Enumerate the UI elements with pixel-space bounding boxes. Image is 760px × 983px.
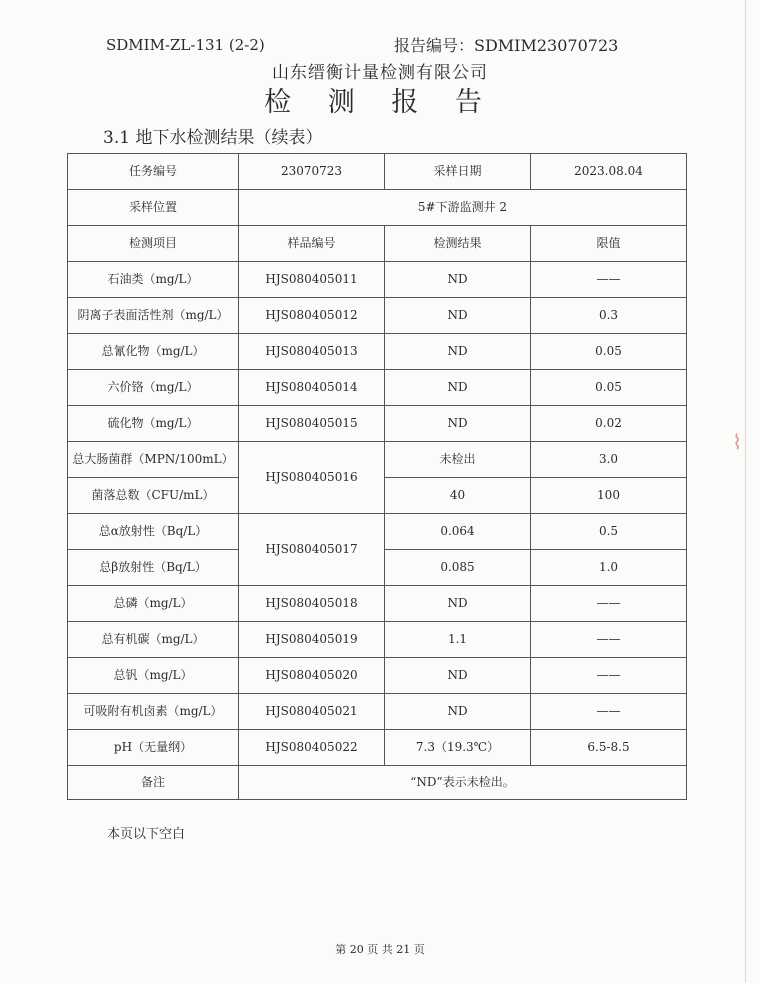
result-cell: ND bbox=[385, 370, 531, 406]
item-cell: 硫化物（mg/L） bbox=[68, 406, 239, 442]
item-cell: 总磷（mg/L） bbox=[68, 586, 239, 622]
task-value: 23070723 bbox=[239, 154, 385, 190]
limit-cell: —— bbox=[531, 694, 687, 730]
table-row bbox=[68, 262, 687, 298]
result-cell: ND bbox=[385, 298, 531, 334]
column-header-sample: 样品编号 bbox=[239, 226, 385, 262]
limit-cell: 6.5-8.5 bbox=[531, 730, 687, 766]
result-cell: 1.1 bbox=[385, 622, 531, 658]
sample-cell: HJS080405016 bbox=[239, 442, 385, 514]
company-name: 山东缙衡计量检测有限公司 bbox=[272, 63, 488, 83]
remark-value: “ND”表示未检出。 bbox=[239, 766, 687, 800]
task-label: 任务编号 bbox=[68, 154, 239, 190]
limit-cell: 0.02 bbox=[531, 406, 687, 442]
location-label: 采样位置 bbox=[68, 190, 239, 226]
page-edge-line bbox=[745, 0, 746, 983]
date-value: 2023.08.04 bbox=[531, 154, 687, 190]
sample-cell: HJS080405017 bbox=[239, 514, 385, 586]
table-row bbox=[68, 658, 687, 694]
sample-cell: HJS080405019 bbox=[239, 622, 385, 658]
limit-cell: —— bbox=[531, 262, 687, 298]
item-cell: 总α放射性（Bq/L） bbox=[68, 514, 239, 550]
result-cell: ND bbox=[385, 658, 531, 694]
result-cell: 0.085 bbox=[385, 550, 531, 586]
table-row bbox=[68, 154, 687, 190]
results-table bbox=[67, 153, 687, 800]
table-row bbox=[68, 586, 687, 622]
table-row bbox=[68, 694, 687, 730]
item-cell: 总大肠菌群（MPN/100mL） bbox=[68, 442, 239, 478]
table-row bbox=[68, 514, 687, 550]
result-cell: ND bbox=[385, 262, 531, 298]
table-row bbox=[68, 298, 687, 334]
item-cell: 总氰化物（mg/L） bbox=[68, 334, 239, 370]
limit-cell: —— bbox=[531, 586, 687, 622]
item-cell: 菌落总数（CFU/mL） bbox=[68, 478, 239, 514]
limit-cell: —— bbox=[531, 622, 687, 658]
sample-cell: HJS080405013 bbox=[239, 334, 385, 370]
table-row bbox=[68, 334, 687, 370]
item-cell: 总钒（mg/L） bbox=[68, 658, 239, 694]
page-number: 第 20 页 共 21 页 bbox=[335, 943, 425, 956]
limit-cell: 100 bbox=[531, 478, 687, 514]
document-title: 检 测 报 告 bbox=[264, 87, 496, 118]
sample-cell: HJS080405012 bbox=[239, 298, 385, 334]
result-cell: ND bbox=[385, 334, 531, 370]
blank-page-note: 本页以下空白 bbox=[107, 827, 186, 842]
result-cell: ND bbox=[385, 586, 531, 622]
section-title: 3.1 地下水检测结果（续表） bbox=[103, 128, 323, 148]
limit-cell: 3.0 bbox=[531, 442, 687, 478]
table-header-row bbox=[68, 226, 687, 262]
result-cell: 40 bbox=[385, 478, 531, 514]
sample-cell: HJS080405021 bbox=[239, 694, 385, 730]
sample-cell: HJS080405015 bbox=[239, 406, 385, 442]
item-cell: 六价铬（mg/L） bbox=[68, 370, 239, 406]
limit-cell: —— bbox=[531, 658, 687, 694]
column-header-limit: 限值 bbox=[531, 226, 687, 262]
limit-cell: 1.0 bbox=[531, 550, 687, 586]
limit-cell: 0.3 bbox=[531, 298, 687, 334]
table-row bbox=[68, 406, 687, 442]
item-cell: pH（无量纲） bbox=[68, 730, 239, 766]
table-row bbox=[68, 442, 687, 478]
item-cell: 总有机碳（mg/L） bbox=[68, 622, 239, 658]
table-row bbox=[68, 622, 687, 658]
limit-cell: 0.05 bbox=[531, 334, 687, 370]
location-value: 5#下游监测井 2 bbox=[239, 190, 687, 226]
item-cell: 可吸附有机卤素（mg/L） bbox=[68, 694, 239, 730]
table-row bbox=[68, 370, 687, 406]
column-header-item: 检测项目 bbox=[68, 226, 239, 262]
seal-fragment-icon: ⌇ bbox=[732, 430, 742, 454]
limit-cell: 0.05 bbox=[531, 370, 687, 406]
result-cell: 未检出 bbox=[385, 442, 531, 478]
sample-cell: HJS080405011 bbox=[239, 262, 385, 298]
result-cell: ND bbox=[385, 694, 531, 730]
item-cell: 石油类（mg/L） bbox=[68, 262, 239, 298]
report-number: 报告编号：SDMIM23070723 bbox=[394, 36, 619, 55]
limit-cell: 0.5 bbox=[531, 514, 687, 550]
sample-cell: HJS080405020 bbox=[239, 658, 385, 694]
result-cell: ND bbox=[385, 406, 531, 442]
remark-row bbox=[68, 766, 687, 800]
item-cell: 阴离子表面活性剂（mg/L） bbox=[68, 298, 239, 334]
table-row bbox=[68, 730, 687, 766]
table-row bbox=[68, 190, 687, 226]
item-cell: 总β放射性（Bq/L） bbox=[68, 550, 239, 586]
sample-cell: HJS080405014 bbox=[239, 370, 385, 406]
form-code: SDMIM-ZL-131 (2-2) bbox=[106, 36, 265, 54]
sample-cell: HJS080405022 bbox=[239, 730, 385, 766]
sample-cell: HJS080405018 bbox=[239, 586, 385, 622]
column-header-result: 检测结果 bbox=[385, 226, 531, 262]
result-cell: 7.3（19.3℃） bbox=[385, 730, 531, 766]
result-cell: 0.064 bbox=[385, 514, 531, 550]
date-label: 采样日期 bbox=[385, 154, 531, 190]
remark-label: 备注 bbox=[68, 766, 239, 800]
